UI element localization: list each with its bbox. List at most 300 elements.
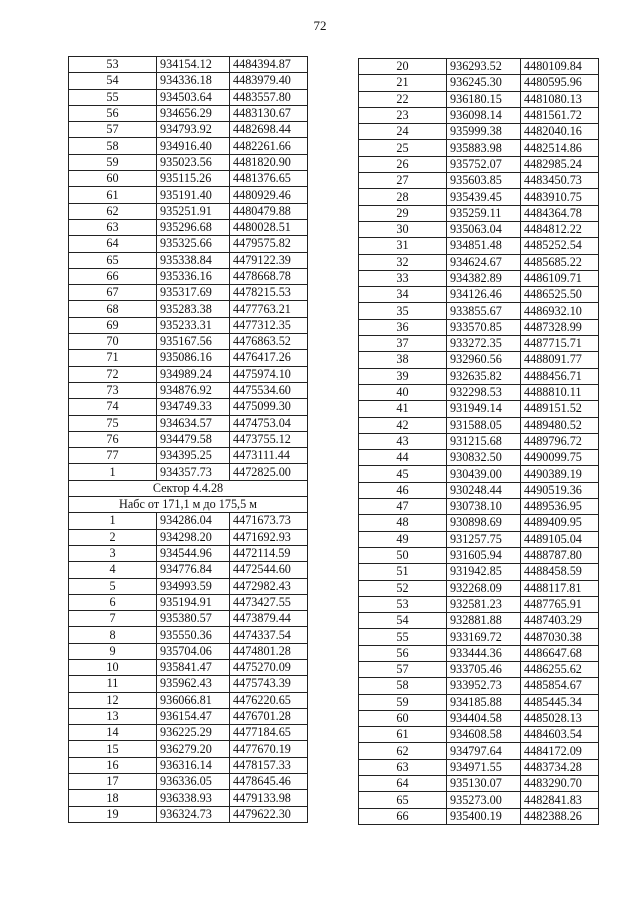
x-coordinate: 935883.98 bbox=[447, 140, 521, 156]
point-number: 48 bbox=[359, 515, 447, 531]
x-coordinate: 933444.36 bbox=[447, 645, 521, 661]
table-row bbox=[69, 708, 308, 724]
point-number: 54 bbox=[359, 613, 447, 629]
y-coordinate: 4472114.59 bbox=[230, 545, 308, 561]
y-coordinate: 4475534.60 bbox=[230, 382, 308, 398]
y-coordinate: 4485252.54 bbox=[521, 238, 599, 254]
point-number: 19 bbox=[69, 806, 157, 822]
table-row bbox=[359, 564, 599, 580]
y-coordinate: 4474753.04 bbox=[230, 415, 308, 431]
x-coordinate: 935259.11 bbox=[447, 205, 521, 221]
point-number: 71 bbox=[69, 350, 157, 366]
point-number: 35 bbox=[359, 303, 447, 319]
point-number: 26 bbox=[359, 156, 447, 172]
point-number: 20 bbox=[359, 59, 447, 75]
table-row bbox=[359, 124, 599, 140]
x-coordinate: 930439.00 bbox=[447, 466, 521, 482]
x-coordinate: 936336.05 bbox=[157, 774, 230, 790]
page-number: 72 bbox=[313, 18, 327, 33]
y-coordinate: 4472825.00 bbox=[230, 464, 308, 480]
y-coordinate: 4479122.39 bbox=[230, 252, 308, 268]
x-coordinate: 934876.92 bbox=[157, 382, 230, 398]
x-coordinate: 936098.14 bbox=[447, 107, 521, 123]
y-coordinate: 4487328.99 bbox=[521, 319, 599, 335]
point-number: 11 bbox=[69, 676, 157, 692]
table-row bbox=[359, 205, 599, 221]
table-row bbox=[359, 140, 599, 156]
x-coordinate: 935251.91 bbox=[157, 203, 230, 219]
table-row bbox=[69, 611, 308, 627]
table-row bbox=[359, 270, 599, 286]
table-row bbox=[69, 366, 308, 382]
point-number: 24 bbox=[359, 124, 447, 140]
y-coordinate: 4489409.95 bbox=[521, 515, 599, 531]
x-coordinate: 935752.07 bbox=[447, 156, 521, 172]
table-row bbox=[359, 189, 599, 205]
table-row bbox=[359, 384, 599, 400]
table-row bbox=[69, 790, 308, 806]
point-number: 67 bbox=[69, 285, 157, 301]
table-row bbox=[359, 107, 599, 123]
y-coordinate: 4481376.65 bbox=[230, 171, 308, 187]
point-number: 45 bbox=[359, 466, 447, 482]
x-coordinate: 935336.16 bbox=[157, 268, 230, 284]
y-coordinate: 4478645.46 bbox=[230, 774, 308, 790]
point-number: 52 bbox=[359, 580, 447, 596]
table-row bbox=[69, 57, 308, 73]
left-table-rows-b bbox=[69, 513, 308, 823]
right-coordinates-table bbox=[358, 58, 599, 825]
point-number: 5 bbox=[69, 578, 157, 594]
table-row bbox=[359, 466, 599, 482]
point-number: 49 bbox=[359, 531, 447, 547]
table-row bbox=[69, 513, 308, 529]
table-row bbox=[69, 122, 308, 138]
y-coordinate: 4490099.75 bbox=[521, 450, 599, 466]
y-coordinate: 4479575.82 bbox=[230, 236, 308, 252]
y-coordinate: 4475743.39 bbox=[230, 676, 308, 692]
x-coordinate: 935063.04 bbox=[447, 221, 521, 237]
point-number: 59 bbox=[69, 154, 157, 170]
y-coordinate: 4490519.36 bbox=[521, 482, 599, 498]
x-coordinate: 931605.94 bbox=[447, 547, 521, 563]
table-row bbox=[359, 580, 599, 596]
point-number: 18 bbox=[69, 790, 157, 806]
y-coordinate: 4488456.71 bbox=[521, 368, 599, 384]
point-number: 63 bbox=[69, 219, 157, 235]
y-coordinate: 4486647.68 bbox=[521, 645, 599, 661]
table-row bbox=[359, 173, 599, 189]
table-row bbox=[359, 59, 599, 75]
table-row bbox=[69, 105, 308, 121]
table-row bbox=[359, 661, 599, 677]
table-row bbox=[69, 236, 308, 252]
table-row bbox=[69, 382, 308, 398]
x-coordinate: 933855.67 bbox=[447, 303, 521, 319]
table-row bbox=[69, 138, 308, 154]
y-coordinate: 4484364.78 bbox=[521, 205, 599, 221]
table-row bbox=[69, 187, 308, 203]
point-number: 59 bbox=[359, 694, 447, 710]
y-coordinate: 4490389.19 bbox=[521, 466, 599, 482]
y-coordinate: 4482261.66 bbox=[230, 138, 308, 154]
sector-title: Сектор 4.4.28 bbox=[69, 480, 308, 496]
point-number: 68 bbox=[69, 301, 157, 317]
table-row bbox=[359, 743, 599, 759]
point-number: 60 bbox=[69, 171, 157, 187]
y-coordinate: 4484812.22 bbox=[521, 221, 599, 237]
point-number: 53 bbox=[69, 57, 157, 73]
sector-subtitle-row bbox=[69, 497, 308, 513]
x-coordinate: 935130.07 bbox=[447, 776, 521, 792]
table-row bbox=[359, 499, 599, 515]
point-number: 37 bbox=[359, 336, 447, 352]
table-row bbox=[359, 759, 599, 775]
x-coordinate: 936180.15 bbox=[447, 91, 521, 107]
right-table-rows bbox=[359, 59, 599, 825]
y-coordinate: 4485028.13 bbox=[521, 710, 599, 726]
x-coordinate: 932960.56 bbox=[447, 352, 521, 368]
x-coordinate: 932298.53 bbox=[447, 384, 521, 400]
point-number: 58 bbox=[359, 678, 447, 694]
point-number: 2 bbox=[69, 529, 157, 545]
x-coordinate: 934298.20 bbox=[157, 529, 230, 545]
x-coordinate: 933570.85 bbox=[447, 319, 521, 335]
y-coordinate: 4475099.30 bbox=[230, 399, 308, 415]
x-coordinate: 935325.66 bbox=[157, 236, 230, 252]
point-number: 25 bbox=[359, 140, 447, 156]
point-number: 46 bbox=[359, 482, 447, 498]
y-coordinate: 4489536.95 bbox=[521, 499, 599, 515]
table-row bbox=[359, 75, 599, 91]
x-coordinate: 934479.58 bbox=[157, 431, 230, 447]
point-number: 17 bbox=[69, 774, 157, 790]
y-coordinate: 4472544.60 bbox=[230, 562, 308, 578]
left-table-rows-a bbox=[69, 57, 308, 481]
point-number: 70 bbox=[69, 334, 157, 350]
x-coordinate: 931257.75 bbox=[447, 531, 521, 547]
y-coordinate: 4485854.67 bbox=[521, 678, 599, 694]
y-coordinate: 4478215.53 bbox=[230, 285, 308, 301]
y-coordinate: 4483450.73 bbox=[521, 173, 599, 189]
y-coordinate: 4481820.90 bbox=[230, 154, 308, 170]
point-number: 75 bbox=[69, 415, 157, 431]
point-number: 1 bbox=[69, 464, 157, 480]
point-number: 42 bbox=[359, 417, 447, 433]
y-coordinate: 4477670.19 bbox=[230, 741, 308, 757]
y-coordinate: 4484394.87 bbox=[230, 57, 308, 73]
point-number: 61 bbox=[359, 727, 447, 743]
y-coordinate: 4483557.80 bbox=[230, 89, 308, 105]
y-coordinate: 4482514.86 bbox=[521, 140, 599, 156]
point-number: 14 bbox=[69, 725, 157, 741]
point-number: 55 bbox=[69, 89, 157, 105]
table-row bbox=[359, 319, 599, 335]
y-coordinate: 4471692.93 bbox=[230, 529, 308, 545]
x-coordinate: 935317.69 bbox=[157, 285, 230, 301]
y-coordinate: 4483979.40 bbox=[230, 73, 308, 89]
table-row bbox=[69, 317, 308, 333]
table-row bbox=[69, 73, 308, 89]
y-coordinate: 4489105.04 bbox=[521, 531, 599, 547]
x-coordinate: 935273.00 bbox=[447, 792, 521, 808]
sector-title-row bbox=[69, 480, 308, 496]
x-coordinate: 932581.23 bbox=[447, 596, 521, 612]
point-number: 8 bbox=[69, 627, 157, 643]
point-number: 76 bbox=[69, 431, 157, 447]
table-row bbox=[359, 776, 599, 792]
point-number: 50 bbox=[359, 547, 447, 563]
point-number: 44 bbox=[359, 450, 447, 466]
point-number: 64 bbox=[69, 236, 157, 252]
point-number: 41 bbox=[359, 401, 447, 417]
x-coordinate: 934286.04 bbox=[157, 513, 230, 529]
point-number: 61 bbox=[69, 187, 157, 203]
table-row bbox=[359, 221, 599, 237]
x-coordinate: 936279.20 bbox=[157, 741, 230, 757]
point-number: 10 bbox=[69, 659, 157, 675]
y-coordinate: 4473111.44 bbox=[230, 448, 308, 464]
x-coordinate: 936225.29 bbox=[157, 725, 230, 741]
point-number: 38 bbox=[359, 352, 447, 368]
point-number: 28 bbox=[359, 189, 447, 205]
point-number: 74 bbox=[69, 399, 157, 415]
point-number: 58 bbox=[69, 138, 157, 154]
x-coordinate: 935603.85 bbox=[447, 173, 521, 189]
y-coordinate: 4477184.65 bbox=[230, 725, 308, 741]
x-coordinate: 931588.05 bbox=[447, 417, 521, 433]
point-number: 72 bbox=[69, 366, 157, 382]
y-coordinate: 4479622.30 bbox=[230, 806, 308, 822]
x-coordinate: 934916.40 bbox=[157, 138, 230, 154]
y-coordinate: 4480479.88 bbox=[230, 203, 308, 219]
x-coordinate: 930832.50 bbox=[447, 450, 521, 466]
x-coordinate: 934971.55 bbox=[447, 759, 521, 775]
y-coordinate: 4477312.35 bbox=[230, 317, 308, 333]
table-row bbox=[359, 450, 599, 466]
x-coordinate: 932268.09 bbox=[447, 580, 521, 596]
x-coordinate: 934989.24 bbox=[157, 366, 230, 382]
table-row bbox=[69, 676, 308, 692]
y-coordinate: 4486932.10 bbox=[521, 303, 599, 319]
x-coordinate: 935086.16 bbox=[157, 350, 230, 366]
y-coordinate: 4475270.09 bbox=[230, 659, 308, 675]
y-coordinate: 4484172.09 bbox=[521, 743, 599, 759]
point-number: 16 bbox=[69, 757, 157, 773]
x-coordinate: 935296.68 bbox=[157, 219, 230, 235]
y-coordinate: 4479133.98 bbox=[230, 790, 308, 806]
point-number: 66 bbox=[359, 808, 447, 824]
point-number: 77 bbox=[69, 448, 157, 464]
table-row bbox=[359, 401, 599, 417]
x-coordinate: 935704.06 bbox=[157, 643, 230, 659]
point-number: 60 bbox=[359, 710, 447, 726]
table-row bbox=[69, 725, 308, 741]
x-coordinate: 934793.92 bbox=[157, 122, 230, 138]
y-coordinate: 4472982.43 bbox=[230, 578, 308, 594]
sector-subtitle: Набс от 171,1 м до 175,5 м bbox=[69, 497, 308, 513]
x-coordinate: 935550.36 bbox=[157, 627, 230, 643]
y-coordinate: 4487715.71 bbox=[521, 336, 599, 352]
sector-header bbox=[69, 480, 308, 513]
x-coordinate: 934382.89 bbox=[447, 270, 521, 286]
y-coordinate: 4482040.16 bbox=[521, 124, 599, 140]
y-coordinate: 4473755.12 bbox=[230, 431, 308, 447]
point-number: 65 bbox=[359, 792, 447, 808]
x-coordinate: 930898.69 bbox=[447, 515, 521, 531]
x-coordinate: 936316.14 bbox=[157, 757, 230, 773]
y-coordinate: 4488810.11 bbox=[521, 384, 599, 400]
x-coordinate: 935439.45 bbox=[447, 189, 521, 205]
point-number: 63 bbox=[359, 759, 447, 775]
x-coordinate: 936293.52 bbox=[447, 59, 521, 75]
point-number: 21 bbox=[359, 75, 447, 91]
table-row bbox=[359, 336, 599, 352]
table-row bbox=[69, 203, 308, 219]
table-row bbox=[359, 482, 599, 498]
y-coordinate: 4481561.72 bbox=[521, 107, 599, 123]
table-row bbox=[69, 89, 308, 105]
y-coordinate: 4486525.50 bbox=[521, 287, 599, 303]
x-coordinate: 934503.64 bbox=[157, 89, 230, 105]
table-row bbox=[69, 268, 308, 284]
x-coordinate: 934776.84 bbox=[157, 562, 230, 578]
x-coordinate: 935380.57 bbox=[157, 611, 230, 627]
y-coordinate: 4488458.59 bbox=[521, 564, 599, 580]
x-coordinate: 936324.73 bbox=[157, 806, 230, 822]
y-coordinate: 4488117.81 bbox=[521, 580, 599, 596]
point-number: 73 bbox=[69, 382, 157, 398]
x-coordinate: 935023.56 bbox=[157, 154, 230, 170]
y-coordinate: 4483290.70 bbox=[521, 776, 599, 792]
x-coordinate: 934336.18 bbox=[157, 73, 230, 89]
x-coordinate: 932881.88 bbox=[447, 613, 521, 629]
table-row bbox=[359, 808, 599, 824]
x-coordinate: 930738.10 bbox=[447, 499, 521, 515]
y-coordinate: 4474801.28 bbox=[230, 643, 308, 659]
table-row bbox=[69, 757, 308, 773]
y-coordinate: 4486109.71 bbox=[521, 270, 599, 286]
table-row bbox=[359, 368, 599, 384]
table-row bbox=[69, 806, 308, 822]
y-coordinate: 4483130.67 bbox=[230, 105, 308, 121]
table-row bbox=[359, 710, 599, 726]
point-number: 31 bbox=[359, 238, 447, 254]
point-number: 66 bbox=[69, 268, 157, 284]
point-number: 47 bbox=[359, 499, 447, 515]
x-coordinate: 935283.38 bbox=[157, 301, 230, 317]
y-coordinate: 4473427.55 bbox=[230, 594, 308, 610]
table-row bbox=[69, 399, 308, 415]
y-coordinate: 4476863.52 bbox=[230, 334, 308, 350]
y-coordinate: 4471673.73 bbox=[230, 513, 308, 529]
x-coordinate: 932635.82 bbox=[447, 368, 521, 384]
x-coordinate: 935233.31 bbox=[157, 317, 230, 333]
x-coordinate: 936245.30 bbox=[447, 75, 521, 91]
table-row bbox=[69, 252, 308, 268]
table-row bbox=[359, 303, 599, 319]
x-coordinate: 936338.93 bbox=[157, 790, 230, 806]
point-number: 69 bbox=[69, 317, 157, 333]
x-coordinate: 930248.44 bbox=[447, 482, 521, 498]
point-number: 6 bbox=[69, 594, 157, 610]
x-coordinate: 931942.85 bbox=[447, 564, 521, 580]
point-number: 30 bbox=[359, 221, 447, 237]
y-coordinate: 4480028.51 bbox=[230, 219, 308, 235]
y-coordinate: 4489480.52 bbox=[521, 417, 599, 433]
x-coordinate: 935400.19 bbox=[447, 808, 521, 824]
table-row bbox=[69, 529, 308, 545]
x-coordinate: 934797.64 bbox=[447, 743, 521, 759]
table-row bbox=[359, 254, 599, 270]
x-coordinate: 931215.68 bbox=[447, 433, 521, 449]
point-number: 57 bbox=[359, 661, 447, 677]
point-number: 32 bbox=[359, 254, 447, 270]
table-row bbox=[359, 287, 599, 303]
y-coordinate: 4483734.28 bbox=[521, 759, 599, 775]
y-coordinate: 4488787.80 bbox=[521, 547, 599, 563]
x-coordinate: 935167.56 bbox=[157, 334, 230, 350]
point-number: 53 bbox=[359, 596, 447, 612]
point-number: 33 bbox=[359, 270, 447, 286]
x-coordinate: 934634.57 bbox=[157, 415, 230, 431]
point-number: 4 bbox=[69, 562, 157, 578]
table-row bbox=[359, 91, 599, 107]
point-number: 40 bbox=[359, 384, 447, 400]
y-coordinate: 4476701.28 bbox=[230, 708, 308, 724]
point-number: 22 bbox=[359, 91, 447, 107]
table-row bbox=[69, 774, 308, 790]
y-coordinate: 4476220.65 bbox=[230, 692, 308, 708]
y-coordinate: 4473879.44 bbox=[230, 611, 308, 627]
point-number: 64 bbox=[359, 776, 447, 792]
point-number: 56 bbox=[359, 645, 447, 661]
point-number: 65 bbox=[69, 252, 157, 268]
table-row bbox=[69, 741, 308, 757]
point-number: 12 bbox=[69, 692, 157, 708]
table-row bbox=[69, 692, 308, 708]
table-row bbox=[359, 645, 599, 661]
point-number: 13 bbox=[69, 708, 157, 724]
table-row bbox=[359, 629, 599, 645]
point-number: 54 bbox=[69, 73, 157, 89]
table-row bbox=[359, 417, 599, 433]
x-coordinate: 934851.48 bbox=[447, 238, 521, 254]
y-coordinate: 4487030.38 bbox=[521, 629, 599, 645]
table-row bbox=[359, 433, 599, 449]
y-coordinate: 4482388.26 bbox=[521, 808, 599, 824]
table-row bbox=[359, 156, 599, 172]
table-row bbox=[69, 350, 308, 366]
table-row bbox=[359, 238, 599, 254]
point-number: 15 bbox=[69, 741, 157, 757]
x-coordinate: 933705.46 bbox=[447, 661, 521, 677]
y-coordinate: 4476417.26 bbox=[230, 350, 308, 366]
x-coordinate: 934993.59 bbox=[157, 578, 230, 594]
table-row bbox=[359, 678, 599, 694]
table-row bbox=[69, 171, 308, 187]
x-coordinate: 934544.96 bbox=[157, 545, 230, 561]
table-row bbox=[359, 694, 599, 710]
table-row bbox=[69, 219, 308, 235]
point-number: 3 bbox=[69, 545, 157, 561]
y-coordinate: 4487403.29 bbox=[521, 613, 599, 629]
table-row bbox=[69, 545, 308, 561]
x-coordinate: 935841.47 bbox=[157, 659, 230, 675]
table-row bbox=[69, 415, 308, 431]
y-coordinate: 4478668.78 bbox=[230, 268, 308, 284]
point-number: 36 bbox=[359, 319, 447, 335]
